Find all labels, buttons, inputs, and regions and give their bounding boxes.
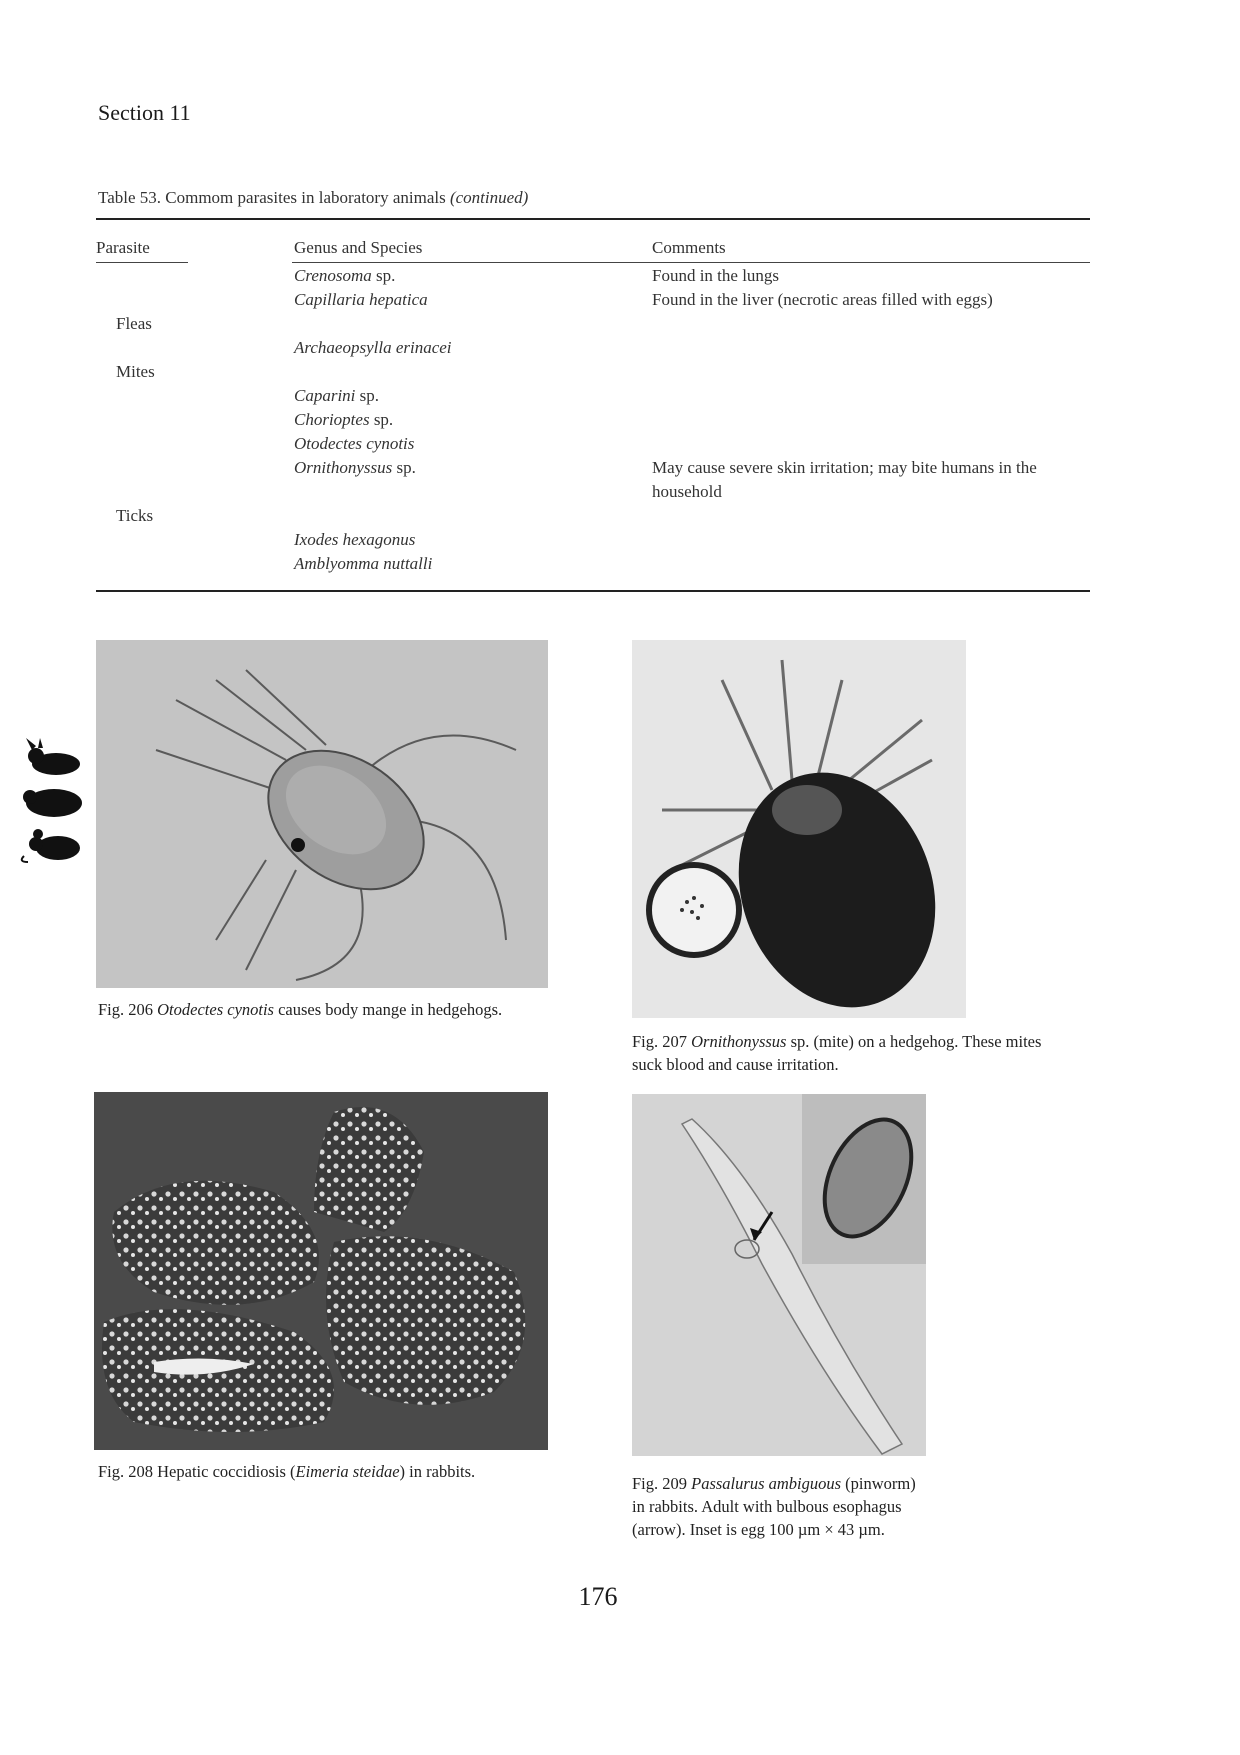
column-header-parasite: Parasite <box>96 238 150 257</box>
parasite-group-label: Mites <box>116 362 155 381</box>
figure-209-photo <box>632 1094 926 1456</box>
table-title: Commom parasites in laboratory animals <box>165 188 446 207</box>
figure-207-species: Ornithonyssus <box>691 1032 787 1051</box>
figure-208-species: Eimeria steidae <box>295 1462 400 1481</box>
figure-209-number: Fig. 209 <box>632 1474 688 1493</box>
table-caption <box>98 188 528 208</box>
table-label: Table 53. <box>98 188 162 207</box>
figure-207-photo <box>632 640 966 1018</box>
comment-cell: Found in the lungs <box>652 266 780 285</box>
figure-206-text: causes body mange in hedgehogs. <box>278 1000 503 1019</box>
species-cell <box>294 456 416 480</box>
species-name: Archaeopsylla erinacei <box>294 338 452 357</box>
figure-208-text-post: ) in rabbits. <box>399 1462 476 1481</box>
pinworm-illustration <box>632 1094 926 1456</box>
animal-icons <box>18 738 88 870</box>
comment-cell: May cause severe skin irritation; may bite humans in the household <box>652 458 1037 501</box>
species-suffix: sp. <box>369 410 394 429</box>
species-cell <box>294 432 414 456</box>
figure-207-caption <box>632 1030 1052 1076</box>
species-suffix: sp. <box>355 386 380 405</box>
figure-208-number: Fig. 208 <box>98 1462 154 1481</box>
species-cell <box>294 408 393 432</box>
species-suffix: sp. <box>371 266 396 285</box>
species-name: Otodectes cynotis <box>294 434 415 453</box>
otodectes-mite-illustration <box>96 640 548 988</box>
column-header-comments: Comments <box>652 238 726 257</box>
species-cell <box>294 336 452 360</box>
liver-coccidiosis-illustration <box>94 1092 548 1450</box>
figure-206-caption <box>98 998 548 1021</box>
species-cell <box>294 264 395 288</box>
species-cell <box>294 288 428 312</box>
header-rule <box>292 262 1090 263</box>
figure-208-caption <box>98 1460 578 1483</box>
figure-206-species: Otodectes cynotis <box>157 1000 274 1019</box>
figure-207-number: Fig. 207 <box>632 1032 688 1051</box>
figure-206-number: Fig. 206 <box>98 1000 154 1019</box>
figure-209-species: Passalurus ambiguous <box>691 1474 842 1493</box>
section-title: Section 11 <box>98 100 191 125</box>
figure-209-text: (pinworm) in rabbits. Adult with bulbous esophagus (arrow). Inset is egg 100 µm × 43 µm. <box>632 1474 916 1539</box>
table-top-rule <box>96 218 1090 220</box>
species-name: Amblyomma nuttalli <box>294 554 433 573</box>
species-cell <box>294 384 379 408</box>
species-name: Crenosoma <box>294 266 372 285</box>
column-header-species: Genus and Species <box>294 238 423 257</box>
parasite-header-underline <box>96 262 188 263</box>
figure-209-caption <box>632 1472 932 1541</box>
species-suffix: sp. <box>392 458 416 477</box>
mouse-icon <box>18 826 88 864</box>
table-qualifier: (continued) <box>449 188 529 207</box>
ornithonyssus-mite-illustration <box>632 640 966 1018</box>
species-name: Capillaria hepatica <box>294 290 428 309</box>
figure-207-text: sp. (mite) on a hedgehog. These mites suck blood and cause irritation. <box>632 1032 1042 1074</box>
page-number: 176 <box>578 1582 618 1611</box>
parasite-group-label: Fleas <box>116 314 152 333</box>
figure-208-text-pre: Hepatic coccidiosis ( <box>157 1462 296 1481</box>
species-name: Caparini <box>294 386 356 405</box>
species-cell <box>294 528 415 552</box>
species-name: Ixodes hexagonus <box>294 530 416 549</box>
species-name: Chorioptes <box>294 410 370 429</box>
rabbit-icon <box>18 738 88 776</box>
figure-208-photo <box>94 1092 548 1450</box>
figure-206-photo <box>96 640 548 988</box>
table-bottom-rule <box>96 590 1090 592</box>
parasite-group-label: Ticks <box>116 506 154 525</box>
species-cell <box>294 552 432 576</box>
species-name: Ornithonyssus <box>294 458 393 477</box>
comment-cell: Found in the liver (necrotic areas filled with eggs) <box>652 290 993 309</box>
guinea-pig-icon <box>18 782 88 820</box>
